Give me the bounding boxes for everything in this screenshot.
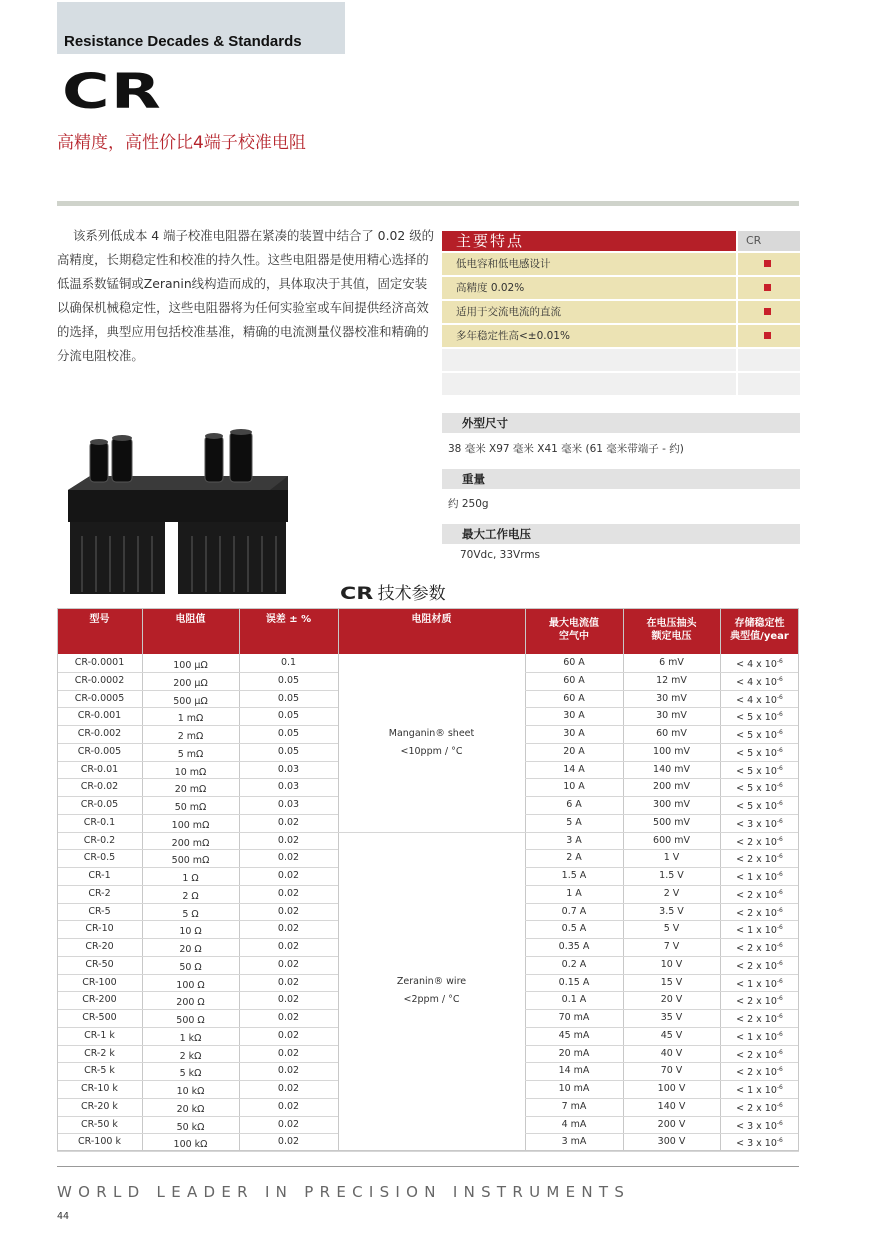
stability-value: < 2 x 10 <box>736 1014 777 1026</box>
cell-max-current: 10 mA <box>558 1083 590 1094</box>
stability-value: < 2 x 10 <box>736 907 777 919</box>
stability-exponent: -6 <box>776 746 783 754</box>
cell-max-current: 0.1 A <box>561 994 587 1006</box>
dimensions-value: 38 毫米 X97 毫米 X41 毫米 (61 毫米带端子 - 约) <box>448 443 684 455</box>
cell-model: CR-0.0005 <box>74 692 125 704</box>
stability-value: < 2 x 10 <box>736 854 777 866</box>
cell-resistance: 500 mΩ <box>171 855 210 867</box>
header-line: 型号 <box>89 614 110 625</box>
cell-rated-voltage: 30 mV <box>656 692 687 704</box>
cell-model: CR-0.0002 <box>74 674 125 686</box>
stability-value: < 4 x 10 <box>736 676 777 688</box>
cell-model: CR-0.01 <box>80 763 119 775</box>
stability-exponent: -6 <box>776 906 783 914</box>
stability-value: < 2 x 10 <box>736 1067 777 1079</box>
cell-resistance: 100 kΩ <box>173 1139 208 1151</box>
cell-max-current: 0.5 A <box>561 923 587 935</box>
cell-max-current: 60 A <box>563 657 585 668</box>
cell-model: CR-0.05 <box>80 799 119 810</box>
cell-resistance: 5 mΩ <box>177 748 204 760</box>
cell-max-current: 45 mA <box>558 1029 590 1041</box>
material-name: Manganin® sheet <box>388 727 475 739</box>
voltage-value: 70Vdc, 33Vrms <box>460 549 541 561</box>
feature-check-cell <box>738 253 800 275</box>
cell-rated-voltage: 70 V <box>660 1065 683 1077</box>
header-line: 存储稳定性 <box>734 618 785 629</box>
cell-model: CR-500 <box>82 1012 117 1023</box>
header-line: 误差 ± % <box>265 614 312 625</box>
cell-resistance: 2 kΩ <box>179 1050 202 1062</box>
stability-value: < 5 x 10 <box>736 765 777 777</box>
features-column-label: CR <box>738 231 800 251</box>
cell-tolerance: 0.03 <box>277 781 300 793</box>
cell-model: CR-1 <box>88 870 111 881</box>
stability-exponent: -6 <box>776 924 783 932</box>
cell-rated-voltage: 300 mV <box>653 799 690 810</box>
stability-value: < 5 x 10 <box>736 712 777 724</box>
material-name: Zeranin® wire <box>396 976 467 988</box>
cell-max-current: 1.5 A <box>561 870 587 881</box>
cell-model: CR-5 <box>88 905 111 917</box>
cell-rated-voltage: 500 mV <box>653 816 690 828</box>
stability-exponent: -6 <box>776 1084 783 1091</box>
cell-model: CR-20 <box>85 941 114 952</box>
feature-check-cell <box>738 325 800 347</box>
cell-resistance: 500 Ω <box>176 1015 205 1026</box>
cell-tolerance: 0.02 <box>277 976 300 988</box>
cell-tolerance: 0.02 <box>277 816 300 828</box>
feature-label <box>442 373 736 395</box>
stability-value: < 1 x 10 <box>736 978 777 990</box>
stability-exponent: -6 <box>776 977 783 985</box>
section-divider <box>57 201 799 206</box>
cell-model: CR-0.005 <box>77 745 122 757</box>
stability-value: < 1 x 10 <box>736 872 777 884</box>
cell-tolerance: 0.02 <box>277 1118 300 1130</box>
cell-resistance: 20 kΩ <box>176 1103 205 1115</box>
cell-rated-voltage: 2 V <box>663 887 680 899</box>
cell-tolerance: 0.03 <box>277 799 300 810</box>
header-line: 电阻材质 <box>411 614 452 625</box>
cell-resistance: 200 Ω <box>176 997 205 1009</box>
cell-rated-voltage: 300 V <box>657 1136 686 1148</box>
stability-exponent: -6 <box>776 800 783 807</box>
cell-tolerance: 0.02 <box>277 887 300 899</box>
cell-rated-voltage: 5 V <box>663 923 680 935</box>
feature-row <box>442 253 800 275</box>
feature-label: 高精度 0.02% <box>442 277 736 299</box>
cell-max-current: 30 A <box>563 728 585 739</box>
stability-value: < 2 x 10 <box>736 889 777 901</box>
cell-resistance: 200 mΩ <box>171 837 210 849</box>
cell-max-current: 30 A <box>563 710 585 722</box>
cell-tolerance: 0.02 <box>277 1012 300 1023</box>
cell-max-current: 60 A <box>563 674 585 686</box>
cell-tolerance: 0.02 <box>277 1029 300 1041</box>
cell-resistance: 50 mΩ <box>174 802 207 813</box>
category-label: Resistance Decades & Standards <box>64 33 302 50</box>
cell-model: CR-2 k <box>84 1047 115 1059</box>
stability-exponent: -6 <box>776 942 783 949</box>
check-square-icon <box>764 284 771 291</box>
cell-max-current: 0.2 A <box>561 958 587 970</box>
cell-max-current: 60 A <box>563 692 585 704</box>
cell-model: CR-100 k <box>78 1136 121 1148</box>
stability-exponent: -6 <box>776 1066 783 1074</box>
cell-resistance: 100 Ω <box>176 979 205 991</box>
product-description: 该系列低成本 4 端子校准电阻器在紧凑的装置中结合了 0.02 级的高精度，长期稳定性和校准的持久性。这些电阻器是使用精心选择的低温系数锰铜或Zeranin线构造而成的，具体取决于其值，固定安装以确保机械稳定性，这些电阻器将为任何实验室或车间提供经济高效的选择，典型应用包括校准基准，精确的电流测量仪器校准和精确的分流电阻校准。 <box>57 228 434 363</box>
model-title: CR <box>62 64 163 120</box>
cell-max-current: 0.35 A <box>558 941 590 952</box>
cell-max-current: 14 A <box>563 763 585 775</box>
cell-rated-voltage: 45 V <box>660 1029 683 1041</box>
stability-exponent: -6 <box>776 959 783 967</box>
header-line: 典型值/year <box>730 631 789 642</box>
cell-resistance: 2 Ω <box>182 890 199 902</box>
table-title <box>340 579 446 604</box>
cell-tolerance: 0.02 <box>277 870 300 881</box>
stability-value: < 5 x 10 <box>736 747 777 759</box>
stability-exponent: -6 <box>776 658 783 665</box>
cell-max-current: 6 A <box>566 799 582 810</box>
feature-label: 适用于交流电流的直流 <box>442 301 736 323</box>
stability-value: < 2 x 10 <box>736 996 777 1008</box>
cell-tolerance: 0.05 <box>277 674 300 686</box>
cell-resistance: 5 kΩ <box>179 1068 202 1080</box>
cell-rated-voltage: 1.5 V <box>659 870 684 881</box>
cell-rated-voltage: 20 V <box>660 994 683 1006</box>
cell-max-current: 14 mA <box>558 1065 590 1077</box>
feature-check-cell <box>738 277 800 299</box>
cell-model: CR-200 <box>82 994 117 1006</box>
stability-exponent: -6 <box>776 817 783 825</box>
cell-model: CR-1 k <box>84 1029 115 1041</box>
stability-value: < 4 x 10 <box>736 694 777 706</box>
cell-rated-voltage: 60 mV <box>656 728 687 739</box>
footer-divider <box>57 1166 799 1167</box>
cell-resistance: 10 kΩ <box>176 1086 205 1097</box>
cell-resistance: 1 Ω <box>182 873 199 884</box>
cell-model: CR-100 <box>82 976 117 988</box>
cell-resistance: 100 μΩ <box>173 660 208 671</box>
cell-rated-voltage: 10 V <box>660 958 683 970</box>
cell-rated-voltage: 140 V <box>657 1100 686 1112</box>
cell-resistance: 500 μΩ <box>173 695 208 707</box>
cell-rated-voltage: 100 mV <box>653 745 690 757</box>
feature-row-empty <box>442 349 800 371</box>
stability-value: < 2 x 10 <box>736 1102 777 1114</box>
material-tempco: <2ppm / °C <box>403 994 460 1006</box>
feature-row <box>442 301 800 323</box>
cell-resistance: 100 mΩ <box>171 819 210 831</box>
stability-value: < 2 x 10 <box>736 836 777 848</box>
header-line: 在电压抽头 <box>646 618 697 629</box>
cell-model: CR-0.002 <box>77 728 122 739</box>
cell-rated-voltage: 30 mV <box>656 710 687 722</box>
stability-exponent: -6 <box>776 995 783 1003</box>
stability-value: < 2 x 10 <box>736 943 777 955</box>
stability-exponent: -6 <box>776 711 783 719</box>
stability-exponent: -6 <box>776 693 783 701</box>
feature-label <box>442 349 736 371</box>
page-number: 44 <box>57 1211 70 1222</box>
feature-row <box>442 325 800 347</box>
cell-tolerance: 0.02 <box>277 1083 300 1094</box>
cell-tolerance: 0.02 <box>277 905 300 917</box>
cell-tolerance: 0.02 <box>277 958 300 970</box>
group-divider <box>338 1151 525 1152</box>
check-square-icon <box>764 332 771 339</box>
header-line: 最大电流值 <box>549 618 599 629</box>
stability-value: < 5 x 10 <box>736 801 777 813</box>
cell-max-current: 7 mA <box>561 1100 587 1112</box>
cell-model: CR-10 <box>85 923 114 935</box>
cell-model: CR-0.2 <box>83 834 116 846</box>
cell-resistance: 10 mΩ <box>174 766 207 778</box>
cell-tolerance: 0.03 <box>277 763 300 775</box>
stability-value: < 3 x 10 <box>736 1120 777 1132</box>
cell-rated-voltage: 6 mV <box>659 657 684 668</box>
cell-resistance: 200 μΩ <box>173 677 208 689</box>
product-image <box>60 428 290 603</box>
cell-model: CR-0.001 <box>77 710 122 722</box>
cell-rated-voltage: 140 mV <box>653 763 690 775</box>
stability-exponent: -6 <box>776 1013 783 1020</box>
cell-model: CR-0.1 <box>83 816 116 828</box>
cell-tolerance: 0.02 <box>277 1065 300 1077</box>
stability-exponent: -6 <box>776 1137 783 1145</box>
cell-rated-voltage: 35 V <box>660 1012 683 1023</box>
cell-tolerance: 0.02 <box>277 834 300 846</box>
stability-value: < 5 x 10 <box>736 783 777 795</box>
stability-exponent: -6 <box>776 675 783 683</box>
check-square-icon <box>764 308 771 315</box>
stability-exponent: -6 <box>776 729 783 736</box>
voltage-heading: 最大工作电压 <box>442 524 800 544</box>
cell-rated-voltage: 12 mV <box>656 674 687 686</box>
cell-rated-voltage: 200 V <box>657 1118 686 1130</box>
cell-resistance: 5 Ω <box>182 908 199 920</box>
cell-max-current: 4 mA <box>561 1118 587 1130</box>
stability-exponent: -6 <box>776 1119 783 1127</box>
stability-value: < 1 x 10 <box>736 1085 777 1097</box>
feature-check-cell <box>738 301 800 323</box>
stability-value: < 2 x 10 <box>736 1049 777 1061</box>
cell-model: CR-10 k <box>81 1083 118 1094</box>
cell-resistance: 20 Ω <box>179 944 202 955</box>
cell-max-current: 3 mA <box>561 1136 587 1148</box>
table-border <box>57 608 799 1151</box>
stability-value: < 3 x 10 <box>736 1138 777 1150</box>
weight-value: 约 250g <box>448 498 489 510</box>
table-title-text: 技术参数 <box>377 584 446 604</box>
cell-rated-voltage: 100 V <box>657 1083 686 1094</box>
cell-max-current: 20 A <box>563 745 585 757</box>
stability-value: < 2 x 10 <box>736 960 777 972</box>
cell-tolerance: 0.02 <box>277 852 300 864</box>
table-title-model: CR <box>340 584 374 604</box>
cell-resistance: 50 kΩ <box>176 1121 205 1133</box>
cell-model: CR-5 k <box>84 1065 115 1077</box>
stability-exponent: -6 <box>776 888 783 896</box>
page-subtitle: 高精度，高性价比4端子校准电阻 <box>57 133 306 153</box>
feature-check-cell <box>738 349 800 371</box>
stability-exponent: -6 <box>776 782 783 790</box>
cell-model: CR-0.02 <box>80 781 119 793</box>
cell-rated-voltage: 600 mV <box>653 834 690 846</box>
stability-exponent: -6 <box>776 1101 783 1109</box>
stability-exponent: -6 <box>776 835 783 843</box>
cell-resistance: 1 mΩ <box>177 713 204 725</box>
cell-model: CR-50 k <box>81 1118 118 1130</box>
cell-tolerance: 0.05 <box>277 710 300 722</box>
cell-max-current: 1 A <box>566 887 582 899</box>
cell-rated-voltage: 7 V <box>663 941 680 952</box>
cell-max-current: 0.15 A <box>558 976 590 988</box>
stability-value: < 5 x 10 <box>736 730 777 742</box>
features-title: 主要特点 <box>442 231 736 251</box>
feature-row-empty <box>442 373 800 395</box>
cell-max-current: 70 mA <box>558 1012 590 1023</box>
stability-value: < 3 x 10 <box>736 818 777 830</box>
cell-resistance: 1 kΩ <box>179 1032 202 1044</box>
weight-heading: 重量 <box>442 469 800 489</box>
cell-model: CR-0.5 <box>83 852 116 864</box>
cell-tolerance: 0.02 <box>277 1136 300 1148</box>
feature-check-cell <box>738 373 800 395</box>
cell-rated-voltage: 200 mV <box>653 781 690 793</box>
cell-max-current: 5 A <box>566 816 582 828</box>
cell-model: CR-0.0001 <box>74 657 125 668</box>
cell-rated-voltage: 15 V <box>660 976 683 988</box>
material-tempco: <10ppm / °C <box>400 745 463 757</box>
cell-max-current: 20 mA <box>558 1047 590 1059</box>
stability-exponent: -6 <box>776 853 783 861</box>
cell-model: CR-50 <box>85 958 114 970</box>
stability-exponent: -6 <box>776 871 783 878</box>
feature-label: 多年稳定性高<±0.01% <box>442 325 736 347</box>
cell-tolerance: 0.02 <box>277 923 300 935</box>
feature-label: 低电容和低电感设计 <box>442 253 736 275</box>
cell-model: CR-20 k <box>81 1100 118 1112</box>
cell-resistance: 2 mΩ <box>177 731 204 742</box>
cell-tolerance: 0.02 <box>277 1047 300 1059</box>
stability-value: < 1 x 10 <box>736 1031 777 1043</box>
cell-rated-voltage: 3.5 V <box>659 905 684 917</box>
cell-tolerance: 0.05 <box>277 692 300 704</box>
cell-tolerance: 0.05 <box>277 745 300 757</box>
cell-resistance: 10 Ω <box>179 926 202 938</box>
feature-row <box>442 277 800 299</box>
stability-value: < 1 x 10 <box>736 925 777 937</box>
cell-tolerance: 0.02 <box>277 1100 300 1112</box>
cell-tolerance: 0.02 <box>277 994 300 1006</box>
cell-resistance: 50 Ω <box>179 961 202 973</box>
header-line: 空气中 <box>559 631 589 642</box>
stability-exponent: -6 <box>776 1048 783 1056</box>
header-line: 额定电压 <box>651 631 692 642</box>
dimensions-heading: 外型尺寸 <box>442 413 800 433</box>
cell-tolerance: 0.02 <box>277 941 300 952</box>
cell-max-current: 3 A <box>566 834 582 846</box>
cell-rated-voltage: 40 V <box>660 1047 683 1059</box>
cell-resistance: 20 mΩ <box>174 784 207 796</box>
check-square-icon <box>764 260 771 267</box>
cell-max-current: 0.7 A <box>561 905 587 917</box>
stability-value: < 4 x 10 <box>736 659 777 671</box>
cell-rated-voltage: 1 V <box>663 852 680 864</box>
cell-max-current: 10 A <box>563 781 585 793</box>
cell-max-current: 2 A <box>566 852 582 864</box>
cell-model: CR-2 <box>88 887 111 899</box>
header-line: 电阻值 <box>175 614 206 625</box>
stability-exponent: -6 <box>776 1030 783 1038</box>
footer-tagline: WORLD LEADER IN PRECISION INSTRUMENTS <box>57 1183 631 1201</box>
cell-tolerance: 0.05 <box>277 728 300 739</box>
stability-exponent: -6 <box>776 764 783 772</box>
cell-tolerance: 0.1 <box>280 657 297 668</box>
